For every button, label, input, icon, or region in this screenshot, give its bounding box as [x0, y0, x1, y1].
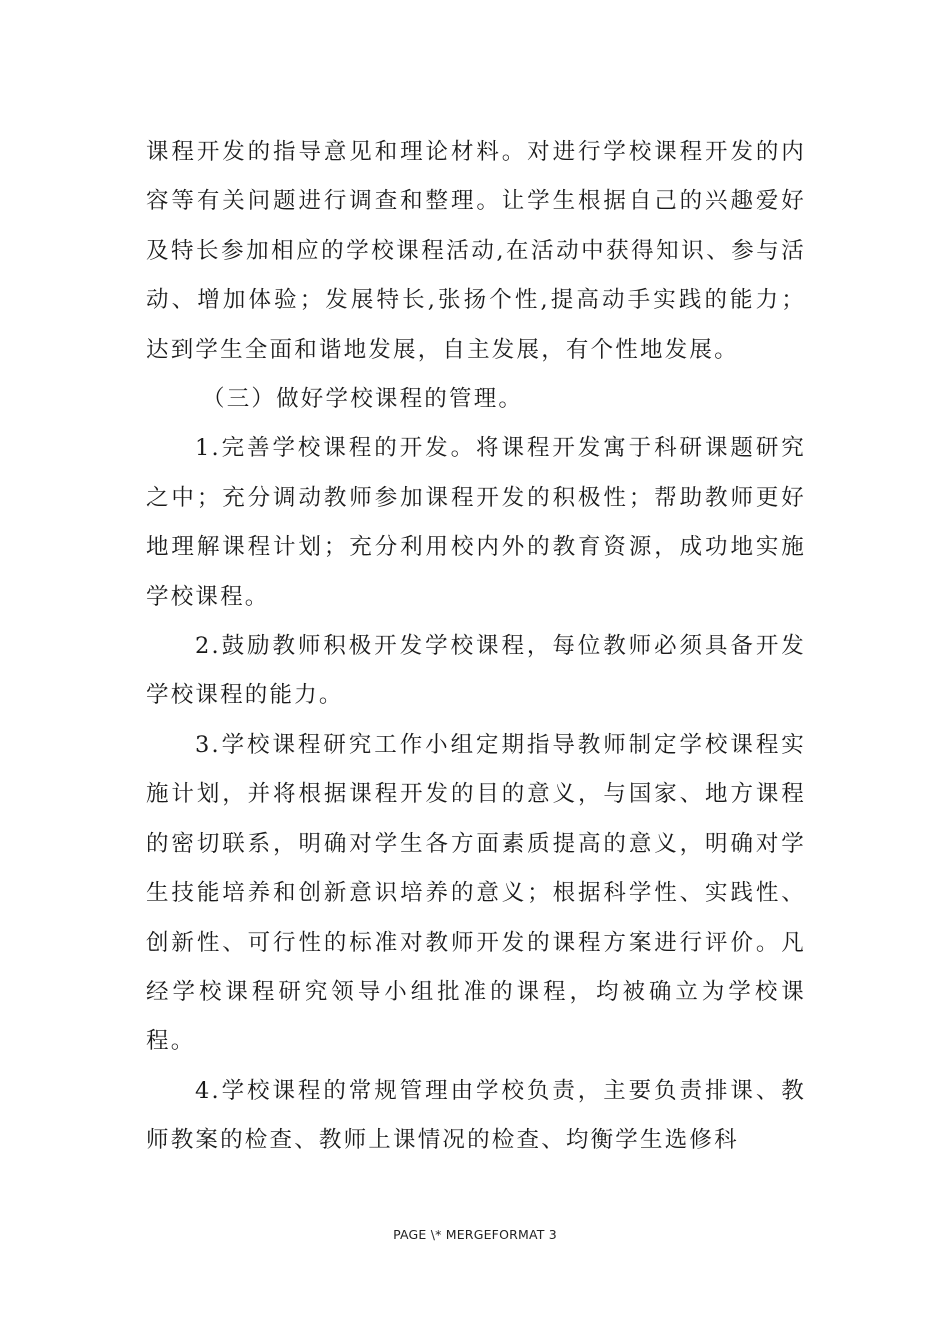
list-item-4: 4.学校课程的常规管理由学校负责，主要负责排课、教师教案的检查、教师上课情况的检查、均衡学生选修科 [146, 1077, 806, 1154]
document-body [146, 128, 806, 1166]
list-item-2: 2.鼓励教师积极开发学校课程，每位教师必须具备开发学校课程的能力。 [146, 633, 806, 709]
section-heading: （三）做好学校课程的管理。 [202, 386, 524, 413]
page-footer: PAGE \* MERGEFORMAT 3 [393, 1227, 557, 1242]
paragraph-continuation: 课程开发的指导意见和理论材料。对进行学校课程开发的内容等有关问题进行调查和整理。让学生根据自己的兴趣爱好及特长参加相应的学校课程活动,在活动中获得知识、参与活动、增加体验；发展特长,张扬个性,提高动手实践的能力；达到学生全面和谐地发展，自主发展，有个性地发展。 [146, 139, 806, 363]
list-item-1: 1.完善学校课程的开发。将课程开发寓于科研课题研究之中；充分调动教师参加课程开发的积极性；帮助教师更好地理解课程计划；充分利用校内外的教育资源，成功地实施学校课程。 [146, 435, 806, 610]
list-item-3: 3.学校课程研究工作小组定期指导教师制定学校课程实施计划，并将根据课程开发的目的意义，与国家、地方课程的密切联系，明确对学生各方面素质提高的意义，明确对学生技能培养和创新意识培养的意义；根据科学性、实践性、创新性、可行性的标准对教师开发的课程方案进行评价。凡经学校课程研究领导小组批准的课程，均被确立为学校课程。 [146, 731, 806, 1055]
